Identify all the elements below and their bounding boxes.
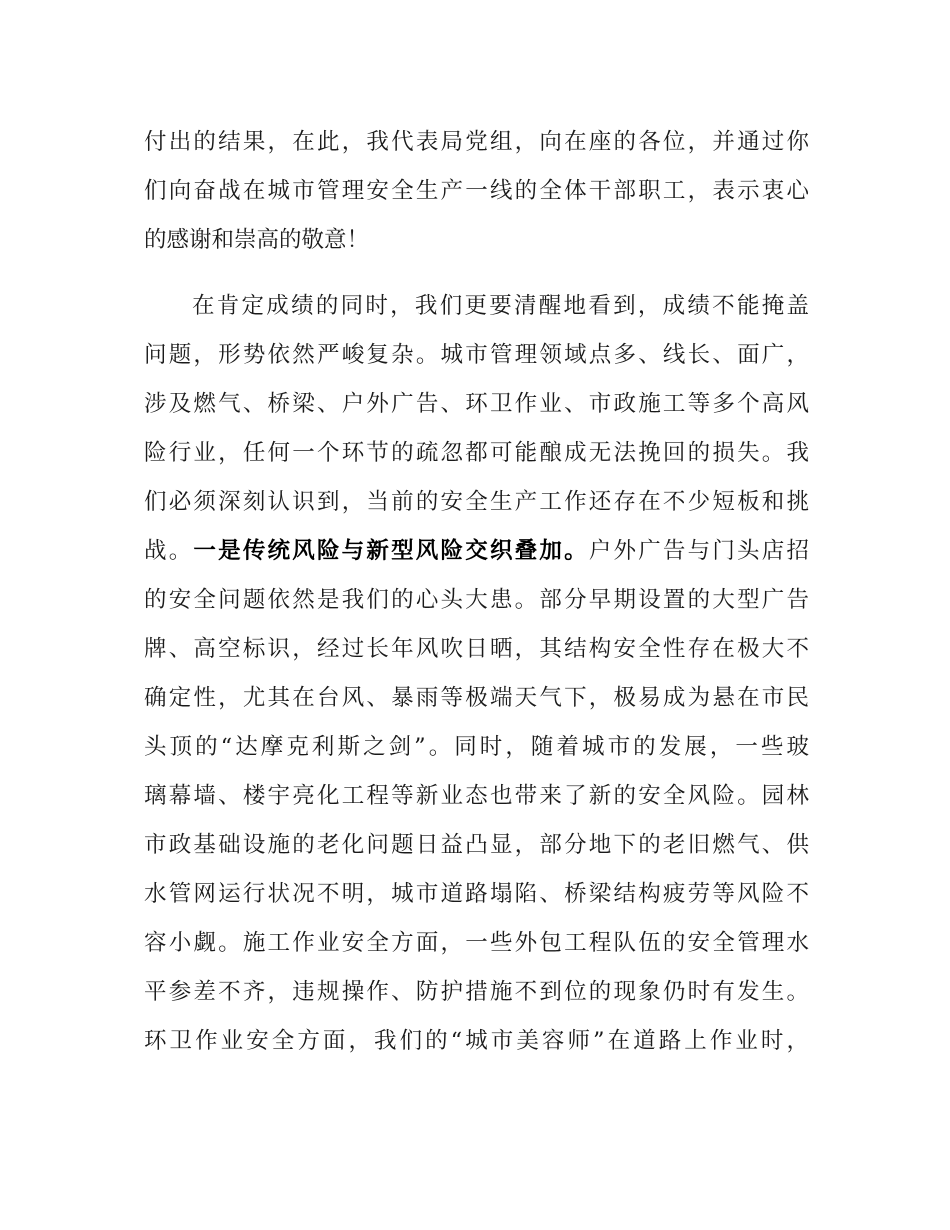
paragraph-line-mixed — [144, 534, 809, 568]
paragraph-line: 容小觑。施工作业安全方面，一些外包工程队伍的安全管理水 — [144, 930, 809, 956]
paragraph-line: 们必须深刻认识到，当前的安全生产工作还存在不少短板和挑 — [144, 489, 809, 515]
line-text-post: 户外广告与门头店招 — [588, 538, 809, 564]
bold-heading-text: 一是传统风险与新型风险交织叠加。 — [193, 538, 589, 564]
paragraph-line: 璃幕墙、楼宇亮化工程等新业态也带来了新的安全风险。园林 — [144, 783, 809, 809]
paragraph-line: 涉及燃气、桥梁、户外广告、环卫作业、市政施工等多个高风 — [144, 391, 809, 417]
paragraph-line: 环卫作业安全方面，我们的“城市美容师”在道路上作业时， — [144, 1028, 809, 1054]
paragraph-line: 的安全问题依然是我们的心头大患。部分早期设置的大型广告 — [144, 587, 809, 613]
paragraph-line: 问题，形势依然严峻复杂。城市管理领域点多、线长、面广， — [144, 342, 809, 368]
paragraph-line: 们向奋战在城市管理安全生产一线的全体干部职工，表示衷心 — [144, 178, 809, 204]
paragraph-line: 市政基础设施的老化问题日益凸显，部分地下的老旧燃气、供 — [144, 832, 809, 858]
paragraph-line: 确定性，尤其在台风、暴雨等极端天气下，极易成为悬在市民 — [144, 685, 809, 711]
paragraph-line: 平参差不齐，违规操作、防护措施不到位的现象仍时有发生。 — [144, 979, 809, 1005]
paragraph-line: 的感谢和崇高的敬意！ — [144, 227, 370, 253]
paragraph-line: 险行业，任何一个环节的疏忽都可能酿成无法挽回的损失。我 — [144, 440, 809, 466]
paragraph-line: 头顶的“达摩克利斯之剑”。同时，随着城市的发展，一些玻 — [144, 734, 809, 760]
paragraph-line: 在肯定成绩的同时，我们更要清醒地看到，成绩不能掩盖 — [192, 293, 809, 319]
line-text-pre: 战。 — [144, 538, 194, 564]
paragraph-line: 牌、高空标识，经过长年风吹日晒，其结构安全性存在极大不 — [144, 636, 809, 662]
paragraph-line: 水管网运行状况不明，城市道路塌陷、桥梁结构疲劳等风险不 — [144, 881, 809, 907]
paragraph-line: 付出的结果，在此，我代表局党组，向在座的各位，并通过你 — [144, 129, 809, 155]
